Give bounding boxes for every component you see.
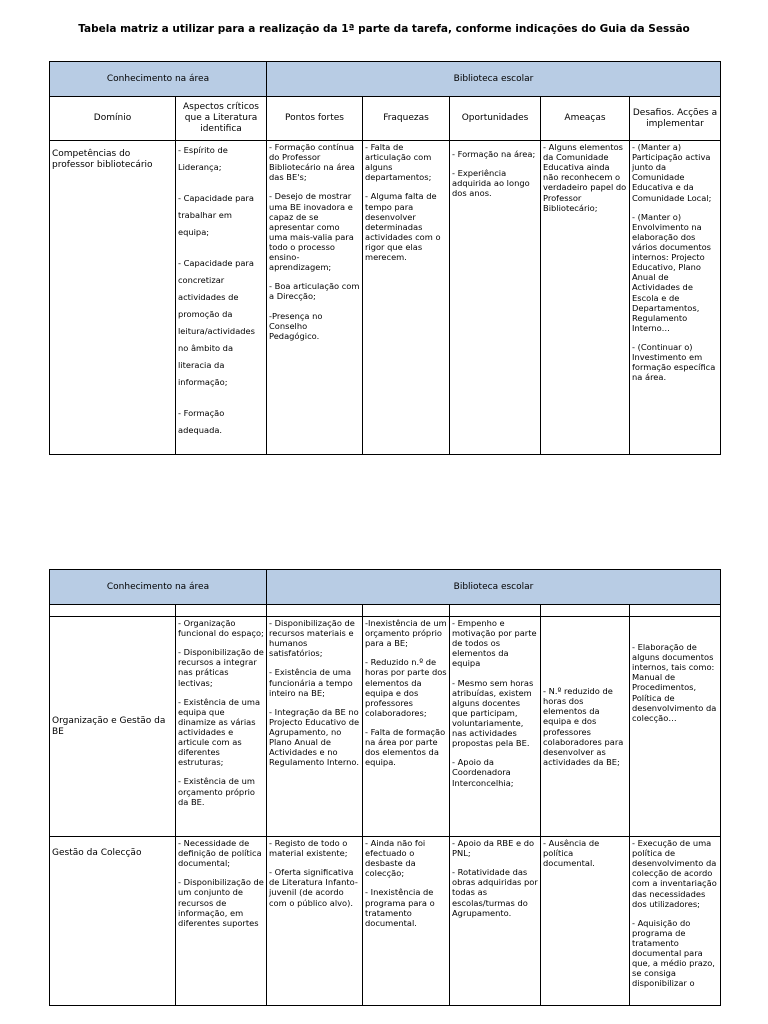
list-item: - Ausência de política documental. <box>543 838 600 869</box>
list-item: - Formação na área; <box>452 149 536 159</box>
band-conhecimento-na-area: Conhecimento na área <box>50 570 267 605</box>
empty-header-row <box>50 605 721 617</box>
cell-fraquezas <box>363 617 450 837</box>
cell-desafios <box>630 141 721 455</box>
list-item: - Execução de uma política de desenvolvimento da colecção de acordo com a inventariação das necessidades dos utilizadores; <box>632 838 717 909</box>
list-item: - Existência de uma funcionária a tempo inteiro na BE; <box>269 667 353 698</box>
cell-ameacas <box>541 141 630 455</box>
page-title: Tabela matriz a utilizar para a realização da 1ª parte da tarefa, conforme indicações do Guia da Sessão <box>78 23 690 35</box>
cell-oportunidades <box>450 837 541 1006</box>
list-item: - (Manter a) Participação activa junto da Comunidade Educativa e da Comunidade Local; <box>632 142 712 203</box>
header-desafios: Desafios. Acções a implementar <box>630 97 721 141</box>
table-row <box>50 837 721 1006</box>
list-item: - Apoio da Coordenadora Interconcelhia; <box>452 757 514 788</box>
table-row <box>50 617 721 837</box>
cell-dominio <box>50 141 176 455</box>
list-item: - Disponibilização de recursos a integrar nas práticas lectivas; <box>178 647 264 688</box>
list-item: - Registo de todo o material existente; <box>269 838 348 859</box>
cell-aspectos <box>176 141 267 455</box>
list-item: -Inexistência de um orçamento próprio para a BE; <box>365 618 447 649</box>
table-row <box>50 141 721 455</box>
cell-oportunidades <box>450 141 541 455</box>
band-biblioteca-escolar: Biblioteca escolar <box>267 570 721 605</box>
list-item: - Integração da BE no Projecto Educativo de Agrupamento, no Plano Anual de Actividades e no Regulamento Interno. <box>269 706 360 768</box>
list-item: - Ainda não foi efectuado o desbaste da colecção; <box>365 838 426 879</box>
dominio-text: Organização e Gestão da BE <box>52 715 166 737</box>
cell-dominio <box>50 837 176 1006</box>
band-conhecimento-na-area: Conhecimento na área <box>50 62 267 97</box>
list-item: - Reduzido n.º de horas por parte dos elementos da equipa e dos professores colaboradores; <box>365 657 447 718</box>
cell-fraquezas <box>363 141 450 455</box>
header-pontos-fortes: Pontos fortes <box>267 97 363 141</box>
header-aspectos-criticos: Aspectos críticos que a Literatura identifica <box>176 97 267 141</box>
list-item: - Rotatividade das obras adquiridas por todas as escolas/turmas do Agrupamento. <box>452 867 538 918</box>
cell-aspectos <box>176 617 267 837</box>
list-item: - Formação contínua do Professor Bibliotecário na área das BE's; <box>269 142 355 183</box>
list-item: - Capacidade para trabalhar em equipa; <box>178 193 254 237</box>
list-item: - Alguma falta de tempo para desenvolver determinadas actividades com o rigor que elas merecem. <box>365 191 441 263</box>
list-item: - Aquisição do programa de tratamento documental para que, a médio prazo, se consiga disponibilizar o <box>632 917 715 989</box>
list-item: - Existência de um orçamento próprio da BE. <box>178 776 255 807</box>
list-item: - (Manter o) Envolvimento na elaboração dos vários documentos internos: Projecto Educativo, Plano Anual de Actividades de Escola e de Departamentos, Regulamento Interno… <box>632 211 712 333</box>
list-item: - Empenho e motivação por parte de todos os elementos da equipa <box>452 618 537 669</box>
cell-desafios <box>630 617 721 837</box>
list-item: - (Continuar o) Investimento em formação específica na área. <box>632 341 716 383</box>
list-item: - Alguns elementos da Comunidade Educativa ainda não reconhecem o verdadeiro papel do Professor Bibliotecário; <box>543 142 627 213</box>
header-dominio: Domínio <box>50 97 176 141</box>
list-item: - Falta de articulação com alguns departamentos; <box>365 142 432 183</box>
cell-pontos-fortes <box>267 617 363 837</box>
cell-dominio <box>50 617 176 837</box>
list-item: - Apoio da RBE e do PNL; <box>452 838 535 859</box>
list-item: - Elaboração de alguns documentos internos, tais como: Manual de Procedimentos, Política de desenvolvimento da colecção… <box>632 642 717 723</box>
list-item: - Inexistência de programa para o tratamento documental. <box>365 887 435 928</box>
list-item: - Necessidade de definição de política documental; <box>178 838 262 869</box>
list-item: - Formação adequada. <box>178 408 225 435</box>
dominio-text: Competências do professor bibliotecário <box>52 149 153 170</box>
cell-desafios <box>630 837 721 1006</box>
list-item: - Mesmo sem horas atribuídas, existem alguns docentes que participam, voluntariamente, nas actividades propostas pela BE. <box>452 677 534 749</box>
list-item: - Falta de formação na área por parte dos elementos da equipa. <box>365 726 446 768</box>
swot-table-2 <box>49 569 721 1006</box>
cell-oportunidades <box>450 617 541 837</box>
list-item: - Espírito de Liderança; <box>178 145 228 172</box>
cell-ameacas <box>541 837 630 1006</box>
list-item: - Oferta significativa de Literatura Infanto-juvenil (de acordo com o público alvo). <box>269 867 358 908</box>
header-oportunidades: Oportunidades <box>450 97 541 141</box>
cell-pontos-fortes <box>267 141 363 455</box>
cell-aspectos <box>176 837 267 1006</box>
list-item: - Disponibilização de um conjunto de recursos de informação, em diferentes suportes <box>178 877 264 928</box>
cell-fraquezas <box>363 837 450 1006</box>
list-item: - Experiência adquirida ao longo dos anos. <box>452 168 530 199</box>
list-item: - Organização funcional do espaço; <box>178 618 264 639</box>
header-fraquezas: Fraquezas <box>363 97 450 141</box>
band-biblioteca-escolar: Biblioteca escolar <box>267 62 721 97</box>
cell-ameacas <box>541 617 630 837</box>
list-item: - N.º reduzido de horas dos elementos da equipa e dos professores colaboradores para desenvolver as actividades da BE; <box>543 686 624 767</box>
cell-pontos-fortes <box>267 837 363 1006</box>
list-item: - Boa articulação com a Direcção; <box>269 281 360 302</box>
header-ameacas: Ameaças <box>541 97 630 141</box>
swot-table-1 <box>49 61 721 455</box>
list-item: - Existência de uma equipa que dinamize as várias actividades e articule com as diferentes estruturas; <box>178 696 261 768</box>
list-item: - Disponibilização de recursos materiais e humanos satisfatórios; <box>269 618 355 659</box>
list-item: - Desejo de mostrar uma BE inovadora e capaz de se apresentar como uma mais-valia para todo o processo ensino-aprendizagem; <box>269 191 354 273</box>
list-item: - Capacidade para concretizar actividades de promoção da leitura/actividades no âmbito da literacia da informação; <box>178 258 255 387</box>
list-item: -Presença no Conselho Pedagógico. <box>269 310 323 341</box>
dominio-text: Gestão da Colecção <box>52 848 142 858</box>
